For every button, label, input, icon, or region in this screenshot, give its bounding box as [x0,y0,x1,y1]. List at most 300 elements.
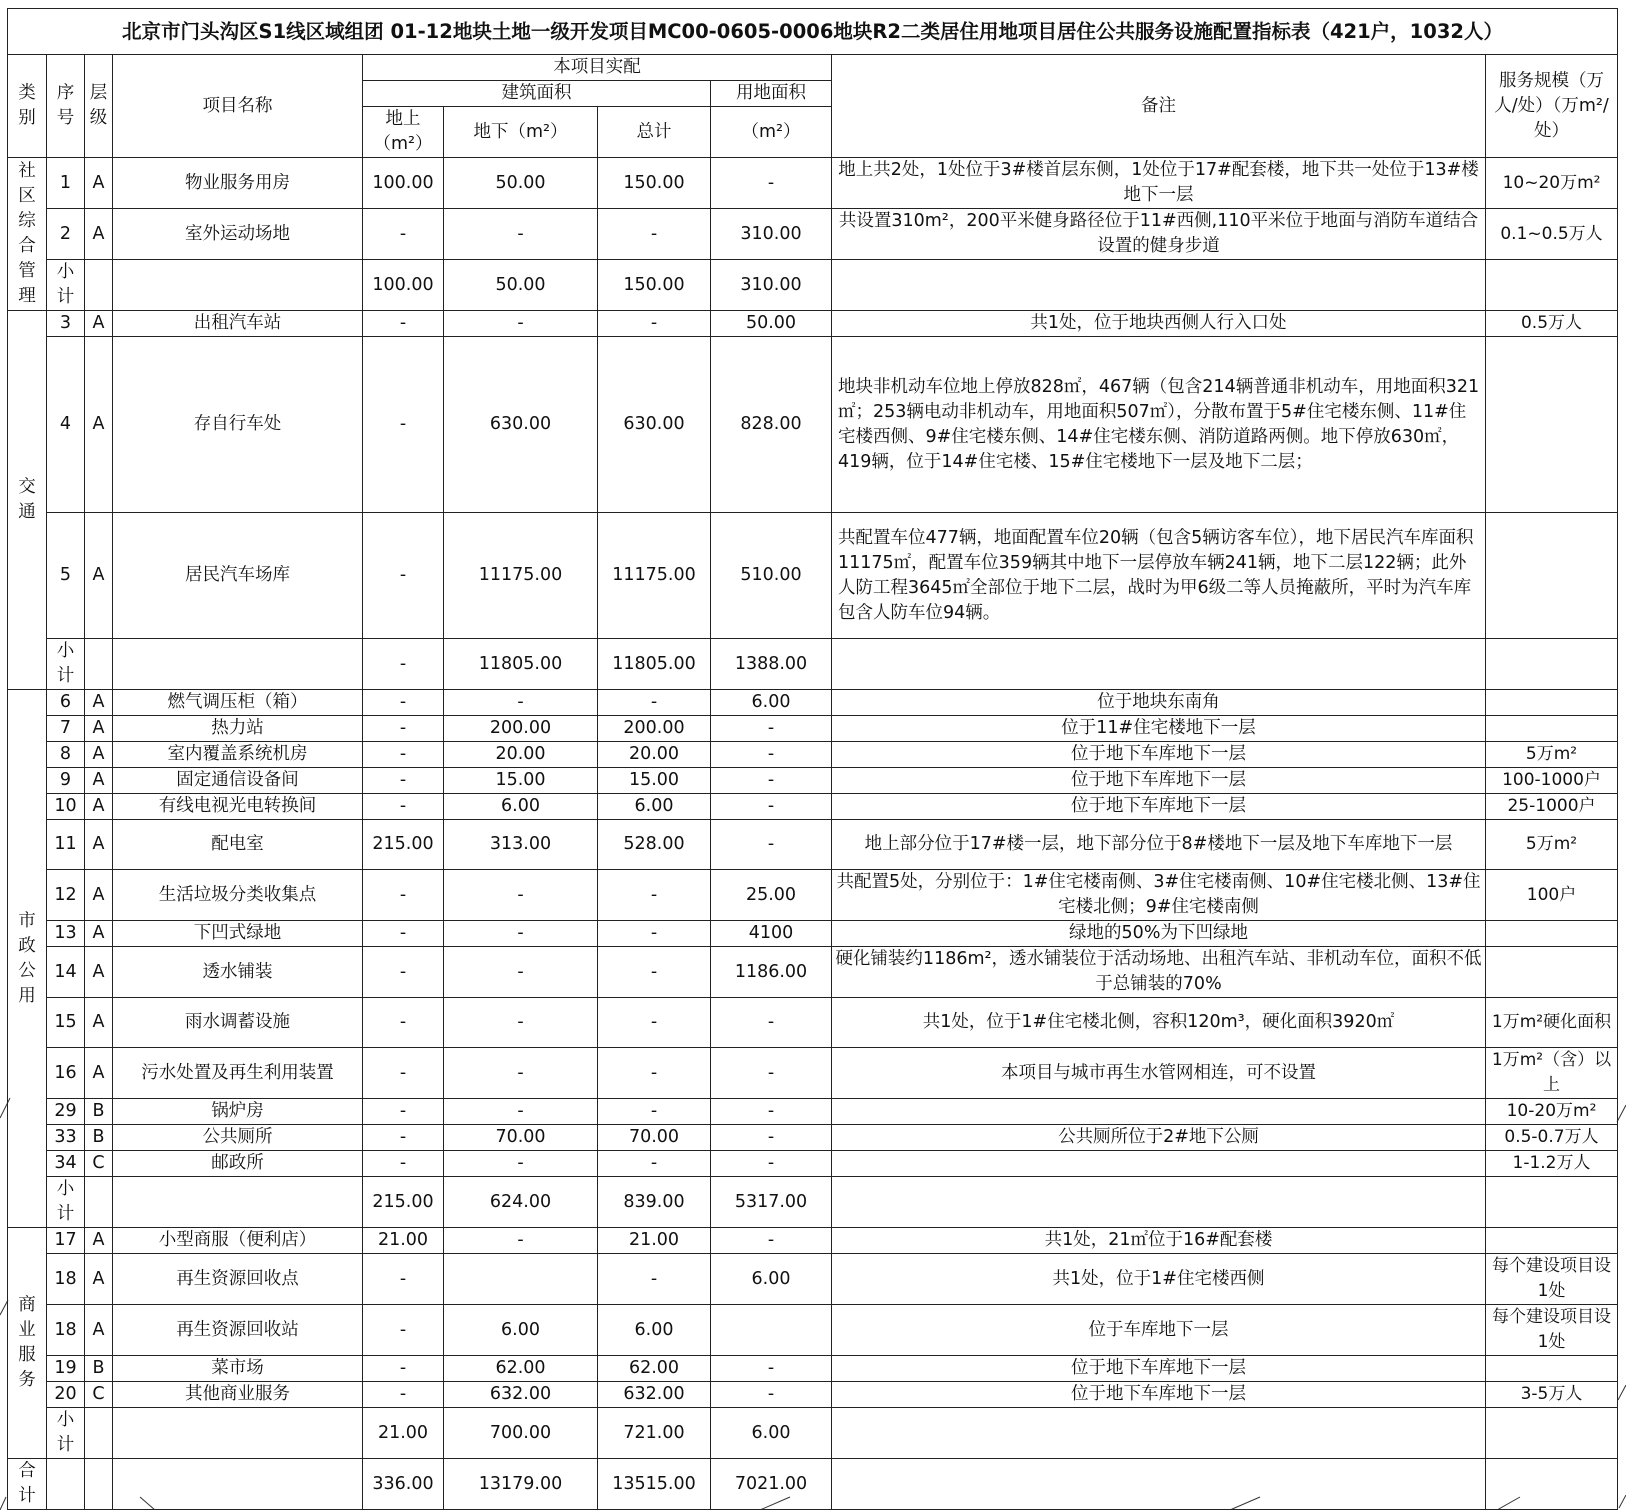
cell-name [113,1459,363,1510]
cell-land: - [711,716,832,742]
cell-land: - [711,742,832,768]
cell-level: A [85,1254,113,1305]
cell-name: 居民汽车场库 [113,513,363,639]
cell-above: 21.00 [363,1228,444,1254]
cell-below: - [444,921,598,947]
cell-scale [1486,639,1618,690]
cell-level: A [85,513,113,639]
table-row [8,1048,1618,1099]
cell-name [113,1408,363,1459]
cell-scale: 5万m² [1486,742,1618,768]
cell-below: - [444,311,598,337]
cell-total: 630.00 [598,337,711,513]
cell-name: 其他商业服务 [113,1382,363,1408]
cell-land: 6.00 [711,690,832,716]
table-title: 北京市门头沟区S1线区域组团 01-12地块土地一级开发项目MC00-0605-0006地块R2二类居住用地项目居住公共服务设施配置指标表（421户，1032人） [8,9,1618,55]
cell-level: A [85,794,113,820]
cell-above: - [363,947,444,998]
header-category: 类别 [8,55,47,158]
cell-above: - [363,1151,444,1177]
cell-land: - [711,1356,832,1382]
cell-land: - [711,794,832,820]
cell-remark: 共1处，位于1#住宅楼西侧 [832,1254,1486,1305]
cell-level: A [85,921,113,947]
subtotal-above: - [363,639,444,690]
cell-name: 固定通信设备间 [113,768,363,794]
cell-land: 510.00 [711,513,832,639]
cell-name: 生活垃圾分类收集点 [113,870,363,921]
table-row [8,158,1618,209]
cell-remark: 位于地下车库地下一层 [832,742,1486,768]
cell-total: 150.00 [598,158,711,209]
cell-total: - [598,870,711,921]
cell-above: - [363,794,444,820]
cell-land: 4100 [711,921,832,947]
subtotal-label: 小计 [47,639,85,690]
cell-scale [1486,1356,1618,1382]
cell-level [85,1408,113,1459]
cell-below: 50.00 [444,158,598,209]
cell-level: A [85,768,113,794]
cell-level: A [85,209,113,260]
table-row [8,209,1618,260]
cell-level: A [85,311,113,337]
cell-seq: 6 [47,690,85,716]
table-row [8,1099,1618,1125]
cell-seq: 1 [47,158,85,209]
cell-scale: 25-1000户 [1486,794,1618,820]
cell-scale [1486,947,1618,998]
cell-below: - [444,1228,598,1254]
table-row [8,820,1618,870]
table-row [8,768,1618,794]
cell-above: - [363,1125,444,1151]
table-row [8,998,1618,1048]
header-level: 层级 [85,55,113,158]
subtotal-total: 11805.00 [598,639,711,690]
cell-land: - [711,1228,832,1254]
cell-above: - [363,690,444,716]
cell-total: - [598,1254,711,1305]
cell-above: - [363,870,444,921]
cell-total: 21.00 [598,1228,711,1254]
cell-remark [832,1177,1486,1228]
cell-scale [1486,716,1618,742]
cell-land: 828.00 [711,337,832,513]
cell-total: 528.00 [598,820,711,870]
category-label: 市政公用 [8,690,47,1228]
subtotal-row [8,1177,1618,1228]
cell-seq: 13 [47,921,85,947]
cell-level: A [85,716,113,742]
cell-total: - [598,1151,711,1177]
cell-above: - [363,1048,444,1099]
subtotal-label: 小计 [47,1408,85,1459]
cell-level [85,1177,113,1228]
table-body [8,9,1618,1510]
cell-above: - [363,311,444,337]
subtotal-above: 215.00 [363,1177,444,1228]
subtotal-land: 310.00 [711,260,832,311]
cell-seq: 20 [47,1382,85,1408]
header-above: 地上（m²） [363,107,444,158]
cell-name: 再生资源回收点 [113,1254,363,1305]
cell-seq: 7 [47,716,85,742]
cell-scale [1486,1459,1618,1510]
cell-above: - [363,921,444,947]
cell-above: - [363,1356,444,1382]
cell-land: - [711,998,832,1048]
cell-level: A [85,870,113,921]
cell-total: - [598,209,711,260]
cell-remark [832,1459,1486,1510]
cell-remark: 共配置车位477辆，地面配置车位20辆（包含5辆访客车位），地下居民汽车库面积11175㎡，配置车位359辆其中地下一层停放车辆241辆，地下二层122辆；此外人防工程3645㎡全部位于地下二层，战时为甲6级二等人员掩蔽所，平时为汽车库包含人防车位94辆。 [832,513,1486,639]
cell-seq: 18 [47,1305,85,1356]
cell-remark: 共1处，21㎡位于16#配套楼 [832,1228,1486,1254]
cell-remark [832,1099,1486,1125]
cell-seq: 5 [47,513,85,639]
table-row [8,311,1618,337]
cell-name: 小型商服（便利店） [113,1228,363,1254]
cell-remark: 共1处，位于地块西侧人行入口处 [832,311,1486,337]
cell-above: - [363,1305,444,1356]
cell-remark: 公共厕所位于2#地下公厕 [832,1125,1486,1151]
cell-total: - [598,690,711,716]
subtotal-total: 839.00 [598,1177,711,1228]
cell-seq: 18 [47,1254,85,1305]
cell-level: C [85,1151,113,1177]
subtotal-row [8,1408,1618,1459]
cell-level: A [85,998,113,1048]
cell-below: 20.00 [444,742,598,768]
cell-remark: 共配置5处，分别位于：1#住宅楼南侧、3#住宅楼南侧、10#住宅楼北侧、13#住宅楼北侧；9#住宅楼南侧 [832,870,1486,921]
cell-remark [832,639,1486,690]
header-scale: 服务规模（万人/处）（万m²/处） [1486,55,1618,158]
subtotal-label: 小计 [47,1177,85,1228]
cell-total: - [598,947,711,998]
table-row [8,947,1618,998]
table-row [8,513,1618,639]
cell-above: - [363,1099,444,1125]
cell-scale: 1万m²硬化面积 [1486,998,1618,1048]
cell-below: - [444,690,598,716]
table-row [8,742,1618,768]
header-name: 项目名称 [113,55,363,158]
header-land-area: 用地面积 [711,81,832,107]
facility-indicator-table [7,8,1618,1510]
cell-total: - [598,1099,711,1125]
subtotal-row [8,639,1618,690]
cell-total: 20.00 [598,742,711,768]
grand-total-label: 合计 [8,1459,47,1510]
cell-total: - [598,921,711,947]
cell-below: - [444,209,598,260]
cell-seq: 2 [47,209,85,260]
cell-level [85,260,113,311]
cell-below: 630.00 [444,337,598,513]
cell-land: - [711,1048,832,1099]
grand-total-below: 13179.00 [444,1459,598,1510]
cell-seq: 8 [47,742,85,768]
cell-total: 70.00 [598,1125,711,1151]
cell-remark: 位于地下车库地下一层 [832,768,1486,794]
cell-scale: 0.1~0.5万人 [1486,209,1618,260]
facility-table-sheet [7,8,1618,1510]
cell-land: 6.00 [711,1254,832,1305]
cell-seq: 14 [47,947,85,998]
cell-name: 透水铺装 [113,947,363,998]
cell-below: 70.00 [444,1125,598,1151]
cell-name [113,260,363,311]
subtotal-below: 50.00 [444,260,598,311]
table-row [8,921,1618,947]
cell-land: - [711,768,832,794]
cell-below: - [444,870,598,921]
cell-above: - [363,1382,444,1408]
cell-land: - [711,1382,832,1408]
cell-below: - [444,998,598,1048]
subtotal-label: 小计 [47,260,85,311]
cell-total: - [598,998,711,1048]
cell-total: - [598,1048,711,1099]
cell-name: 存自行车处 [113,337,363,513]
cell-remark: 位于11#住宅楼地下一层 [832,716,1486,742]
cell-remark: 位于车库地下一层 [832,1305,1486,1356]
subtotal-land: 1388.00 [711,639,832,690]
cell-above: - [363,998,444,1048]
cell-land: - [711,820,832,870]
cell-name: 再生资源回收站 [113,1305,363,1356]
cell-total: 632.00 [598,1382,711,1408]
cell-remark [832,260,1486,311]
table-row [8,1151,1618,1177]
header-project-actual: 本项目实配 [363,55,832,81]
category-label: 商业服务 [8,1228,47,1459]
cell-name [113,639,363,690]
cell-name: 公共厕所 [113,1125,363,1151]
cell-level: A [85,947,113,998]
cell-scale: 5万m² [1486,820,1618,870]
cell-below: 6.00 [444,1305,598,1356]
subtotal-below: 624.00 [444,1177,598,1228]
category-label: 社区综合管理 [8,158,47,311]
table-row [8,1254,1618,1305]
subtotal-total: 150.00 [598,260,711,311]
cell-below: - [444,1151,598,1177]
cell-total: - [598,311,711,337]
subtotal-above: 21.00 [363,1408,444,1459]
subtotal-above: 100.00 [363,260,444,311]
cell-level: A [85,1228,113,1254]
cell-level: A [85,158,113,209]
cell-below: 632.00 [444,1382,598,1408]
cell-remark: 地上部分位于17#楼一层，地下部分位于8#楼地下一层及地下车库地下一层 [832,820,1486,870]
table-row [8,794,1618,820]
cell-scale [1486,260,1618,311]
cell-total: 6.00 [598,1305,711,1356]
cell-scale [1486,1408,1618,1459]
cell-scale: 每个建设项目设1处 [1486,1254,1618,1305]
cell-remark: 绿地的50%为下凹绿地 [832,921,1486,947]
cell-below: 6.00 [444,794,598,820]
cell-above: 100.00 [363,158,444,209]
cell-above: - [363,716,444,742]
subtotal-land: 6.00 [711,1408,832,1459]
cell-below: 11175.00 [444,513,598,639]
cell-land: - [711,1151,832,1177]
cell-name: 锅炉房 [113,1099,363,1125]
cell-name: 热力站 [113,716,363,742]
cell-name: 邮政所 [113,1151,363,1177]
cell-scale: 1-1.2万人 [1486,1151,1618,1177]
cell-above: - [363,209,444,260]
cell-scale [1486,337,1618,513]
cell-seq: 11 [47,820,85,870]
cell-level: B [85,1125,113,1151]
cell-level [85,639,113,690]
cell-above: - [363,768,444,794]
cell-name: 燃气调压柜（箱） [113,690,363,716]
cell-land: - [711,158,832,209]
cell-below: 62.00 [444,1356,598,1382]
cell-scale: 0.5万人 [1486,311,1618,337]
cell-land: - [711,1125,832,1151]
header-land-unit: （m²） [711,107,832,158]
cell-name: 有线电视光电转换间 [113,794,363,820]
table-row [8,1382,1618,1408]
cell-seq: 29 [47,1099,85,1125]
cell-remark: 位于地下车库地下一层 [832,794,1486,820]
table-row [8,690,1618,716]
cell-total: 15.00 [598,768,711,794]
cell-name: 雨水调蓄设施 [113,998,363,1048]
subtotal-total: 721.00 [598,1408,711,1459]
cell-below [444,1254,598,1305]
cell-scale: 10-20万m² [1486,1099,1618,1125]
cell-seq: 10 [47,794,85,820]
subtotal-land: 5317.00 [711,1177,832,1228]
cell-seq: 15 [47,998,85,1048]
cell-seq: 4 [47,337,85,513]
cell-scale: 0.5-0.7万人 [1486,1125,1618,1151]
cell-land: - [711,1099,832,1125]
cell-seq: 12 [47,870,85,921]
cell-seq [47,1459,85,1510]
cell-total: 200.00 [598,716,711,742]
header-total: 总计 [598,107,711,158]
cell-seq: 16 [47,1048,85,1099]
subtotal-row [8,260,1618,311]
cell-below: - [444,947,598,998]
cell-land: 310.00 [711,209,832,260]
cell-above: - [363,513,444,639]
cell-level: C [85,1382,113,1408]
cell-scale [1486,513,1618,639]
table-row [8,716,1618,742]
cell-level: A [85,1305,113,1356]
header-below: 地下（m²） [444,107,598,158]
cell-name [113,1177,363,1228]
cell-remark: 位于地下车库地下一层 [832,1356,1486,1382]
cell-land: 1186.00 [711,947,832,998]
cell-seq: 34 [47,1151,85,1177]
cell-scale [1486,1177,1618,1228]
table-row [8,337,1618,513]
cell-name: 配电室 [113,820,363,870]
cell-name: 出租汽车站 [113,311,363,337]
cell-seq: 3 [47,311,85,337]
cell-name: 污水处置及再生利用装置 [113,1048,363,1099]
category-label: 交通 [8,311,47,690]
cell-below: 313.00 [444,820,598,870]
header-remark: 备注 [832,55,1486,158]
cell-remark: 本项目与城市再生水管网相连，可不设置 [832,1048,1486,1099]
cell-below: - [444,1099,598,1125]
grand-total-land: 7021.00 [711,1459,832,1510]
cell-below: 15.00 [444,768,598,794]
cell-scale: 100户 [1486,870,1618,921]
cell-name: 菜市场 [113,1356,363,1382]
cell-above: 215.00 [363,820,444,870]
cell-scale [1486,690,1618,716]
cell-below: - [444,1048,598,1099]
header-building-area: 建筑面积 [363,81,711,107]
cell-seq: 17 [47,1228,85,1254]
table-row [8,870,1618,921]
cell-level [85,1459,113,1510]
cell-above: - [363,742,444,768]
cell-level: B [85,1099,113,1125]
cell-remark: 地上共2处，1处位于3#楼首层东侧，1处位于17#配套楼，地下共一处位于13#楼地下一层 [832,158,1486,209]
cell-seq: 9 [47,768,85,794]
subtotal-below: 700.00 [444,1408,598,1459]
cell-name: 室外运动场地 [113,209,363,260]
cell-level: A [85,742,113,768]
cell-above: - [363,337,444,513]
cell-level: A [85,1048,113,1099]
cell-scale: 10~20万m² [1486,158,1618,209]
cell-remark: 地块非机动车位地上停放828㎡，467辆（包含214辆普通非机动车，用地面积321㎡；253辆电动非机动车，用地面积507㎡），分散布置于5#住宅楼东侧、11#住宅楼西侧、9#住宅楼东侧、14#住宅楼东侧、消防道路两侧。地下停放630㎡，419辆，位于14#住宅楼、15#住宅楼地下一层及地下二层； [832,337,1486,513]
cell-remark: 位于地下车库地下一层 [832,1382,1486,1408]
cell-scale [1486,1228,1618,1254]
header-seq: 序号 [47,55,85,158]
cell-scale: 100-1000户 [1486,768,1618,794]
cell-remark [832,1408,1486,1459]
cell-name: 下凹式绿地 [113,921,363,947]
table-row [8,1356,1618,1382]
table-row [8,1305,1618,1356]
cell-level: B [85,1356,113,1382]
cell-total: 6.00 [598,794,711,820]
cell-name: 室内覆盖系统机房 [113,742,363,768]
cell-above: - [363,1254,444,1305]
cell-remark [832,1151,1486,1177]
cell-remark: 位于地块东南角 [832,690,1486,716]
cell-below: 200.00 [444,716,598,742]
table-row [8,1125,1618,1151]
subtotal-below: 11805.00 [444,639,598,690]
cell-seq: 19 [47,1356,85,1382]
cell-scale: 1万m²（含）以上 [1486,1048,1618,1099]
grand-total-row [8,1459,1618,1510]
cell-remark: 共设置310m²，200平米健身路径位于11#西侧,110平米位于地面与消防车道结合设置的健身步道 [832,209,1486,260]
cell-land: 25.00 [711,870,832,921]
cell-name: 物业服务用房 [113,158,363,209]
cell-total: 62.00 [598,1356,711,1382]
cell-land [711,1305,832,1356]
cell-level: A [85,820,113,870]
grand-total-total: 13515.00 [598,1459,711,1510]
